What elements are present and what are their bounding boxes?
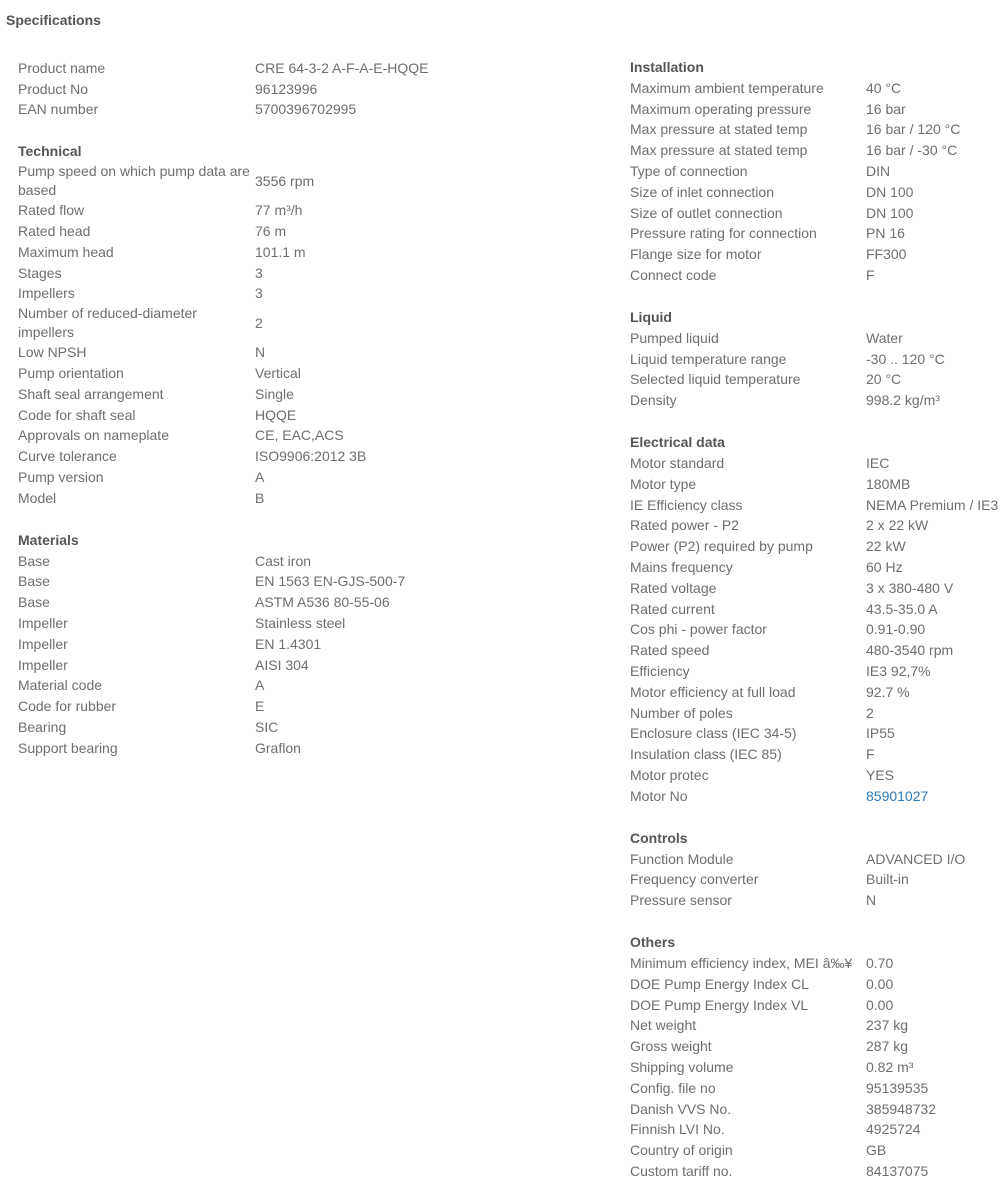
spec-value: IP55 [866,725,895,742]
spec-value: F [866,267,875,284]
installation-rows [630,78,1002,286]
section-gap [630,286,1002,307]
spec-label: Code for shaft seal [18,406,136,423]
spec-value: ISO9906:2012 3B [255,448,367,465]
spec-row [630,328,1002,349]
spec-row [630,786,1002,807]
spec-value: 43.5-35.0 A [866,600,938,617]
spec-value: NEMA Premium / IE3 [866,496,999,513]
spec-value: 3 [255,264,263,281]
spec-row [630,140,1002,161]
spec-row [18,738,518,759]
spec-label: Enclosure class (IEC 34-5) [630,725,797,742]
section-gap [18,509,518,530]
spec-row [18,304,518,342]
spec-value: Graflon [255,739,301,756]
spec-row [18,696,518,717]
spec-row [630,99,1002,120]
spec-value: 2 [255,314,263,331]
spec-value: Cast iron [255,552,312,569]
spec-label: Function Module [630,850,734,867]
section-title: Controls [630,829,688,846]
spec-label: Motor standard [630,455,725,472]
spec-row [630,1099,1002,1120]
spec-value: B [255,489,265,506]
spec-value: 0.00 [866,996,894,1013]
spec-value: ADVANCED I/O [866,850,966,867]
spec-row [630,620,1002,641]
spec-label: Motor protec [630,767,709,783]
spec-row [18,100,518,121]
spec-value: 2 [866,704,874,721]
spec-label: Curve tolerance [18,448,117,465]
spec-row [18,717,518,738]
spec-value: 16 bar / -30 °C [866,142,958,159]
spec-value: A [255,469,265,486]
spec-label: Impellers [18,285,75,302]
section-title: Liquid [630,308,672,325]
spec-label: Maximum ambient temperature [630,79,824,96]
spec-label: Low NPSH [18,344,87,361]
spec-value: 2 x 22 kW [866,517,929,534]
spec-value: 40 °C [866,79,902,96]
spec-label: Rated head [18,223,91,240]
spec-label: Impeller [18,635,68,652]
installation-section [630,57,1002,286]
spec-label: Mains frequency [630,559,733,576]
left-column [18,58,518,759]
spec-row [630,1078,1002,1099]
spec-label: Insulation class (IEC 85) [630,746,782,763]
spec-value: CRE 64-3-2 A-F-A-E-HQQE [255,59,429,76]
spec-value: IE3 92,7% [866,663,931,680]
spec-label: Liquid temperature range [630,350,787,367]
technical-section [18,141,518,508]
spec-label: Max pressure at stated temp [630,142,808,159]
liquid-rows [630,328,1002,411]
spec-value: 3 [255,285,263,302]
spec-row [630,1036,1002,1057]
spec-label: Support bearing [18,739,118,756]
spec-value: Vertical [255,365,301,382]
spec-row [18,79,518,100]
spec-row [630,849,1002,870]
spec-row [18,342,518,363]
spec-value: Water [866,329,903,346]
spec-value: 77 m³/h [255,202,303,219]
spec-label: Number of poles [630,704,733,721]
section-title: Technical [18,143,82,160]
spec-label: Rated current [630,600,715,617]
others-rows [630,953,1002,1182]
spec-value: 92.7 % [866,683,910,700]
spec-label: Model [18,489,57,506]
spec-value: 3 x 380-480 V [866,579,954,596]
spec-label: Custom tariff no. [630,1162,733,1179]
spec-label: Code for rubber [18,698,117,715]
spec-value: 480-3540 rpm [866,642,954,659]
spec-row [18,200,518,221]
spec-label: EAN number [18,101,99,118]
spec-row [18,592,518,613]
spec-label: Rated power - P2 [630,517,739,534]
spec-row [630,703,1002,724]
electrical-section [630,432,1002,807]
liquid-section [630,307,1002,411]
spec-label: Base [18,552,50,569]
spec-label: DOE Pump Energy Index VL [630,996,809,1013]
spec-value: -30 .. 120 °C [866,350,945,367]
spec-value: E [255,698,265,715]
spec-label: Number of reduced-diameter impellers [18,305,197,341]
spec-row [630,1140,1002,1161]
spec-row [630,661,1002,682]
spec-row [630,453,1002,474]
spec-row [630,765,1002,786]
materials-section [18,530,518,759]
spec-value: DN 100 [866,204,914,221]
spec-value: ASTM A536 80-55-06 [255,594,390,611]
spec-value: HQQE [255,406,297,423]
spec-label: Danish VVS No. [630,1100,732,1117]
spec-value: 0.00 [866,975,894,992]
electrical-rows [630,453,1002,807]
spec-label: Product name [18,59,106,76]
spec-label: Pressure rating for connection [630,225,817,242]
spec-value: GB [866,1142,887,1159]
spec-value: N [866,892,877,909]
spec-value: 16 bar [866,100,906,117]
spec-value: 180MB [866,475,911,492]
spec-value: 4925724 [866,1121,921,1138]
spec-row [630,161,1002,182]
spec-row [630,370,1002,391]
spec-label: Impeller [18,615,68,632]
spec-label: Stages [18,264,62,281]
spec-value: CE, EAC,ACS [255,427,344,444]
spec-row [630,265,1002,286]
spec-value: 5700396702995 [255,101,357,118]
spec-label: Size of inlet connection [630,183,774,200]
spec-row [18,263,518,284]
spec-row [18,405,518,426]
spec-row [18,446,518,467]
spec-value: EN 1.4301 [255,635,322,652]
spec-value: 0.91-0.90 [866,621,926,638]
spec-label: Motor type [630,475,697,492]
spec-row [18,242,518,263]
spec-row [630,1057,1002,1078]
spec-row [630,640,1002,661]
spec-value: A [255,677,265,694]
spec-label: Cos phi - power factor [630,621,767,638]
spec-label: Finnish LVI No. [630,1121,725,1138]
spec-value: PN 16 [866,225,905,242]
spec-value: 20 °C [866,371,902,388]
spec-row [630,974,1002,995]
spec-label: Product No [18,80,89,97]
spec-row [18,572,518,593]
spec-label: Motor efficiency at full load [630,683,796,700]
spec-row [18,655,518,676]
spec-value: SIC [255,719,279,736]
spec-value: Single [255,385,294,402]
spec-label: IE Efficiency class [630,496,743,513]
spec-label: Max pressure at stated temp [630,121,808,138]
spec-label: Pressure sensor [630,892,732,909]
spec-value: AISI 304 [255,656,309,673]
spec-value: Built-in [866,871,909,888]
spec-label: Type of connection [630,163,748,180]
spec-row [630,203,1002,224]
spec-value: 95139535 [866,1079,929,1096]
spec-label: Rated voltage [630,579,717,596]
spec-value: DN 100 [866,183,914,200]
spec-row [630,390,1002,411]
spec-label: Pump version [18,469,104,486]
spec-label: Size of outlet connection [630,204,783,221]
spec-row [630,995,1002,1016]
spec-value: Stainless steel [255,615,346,632]
spec-value: 287 kg [866,1038,909,1055]
spec-label: Maximum operating pressure [630,100,812,117]
spec-label: Shipping volume [630,1058,734,1075]
spec-label: Country of origin [630,1142,733,1159]
spec-label: Impeller [18,656,68,673]
spec-row [630,953,1002,974]
spec-row [18,467,518,488]
spec-row [18,551,518,572]
section-gap [18,120,518,141]
spec-label: Config. file no [630,1079,716,1096]
spec-label: Material code [18,677,103,694]
spec-label: Pump speed on which pump data are based [18,163,250,199]
spec-value: FF300 [866,246,907,263]
spec-value: 84137075 [866,1162,929,1179]
spec-label: Flange size for motor [630,246,762,263]
spec-label: Net weight [630,1017,697,1034]
spec-row [630,890,1002,911]
spec-value: 3556 rpm [255,172,315,189]
spec-value: DIN [866,163,891,180]
spec-value: 0.70 [866,954,894,971]
spec-row [18,634,518,655]
spec-label: Minimum efficiency index, MEI â‰¥ [630,954,853,971]
general-section [18,58,518,120]
spec-value: 998.2 kg/m³ [866,392,940,409]
spec-row [630,244,1002,265]
spec-label: Rated speed [630,642,710,659]
spec-value: 76 m [255,223,287,240]
spec-row [630,495,1002,516]
spec-row [630,1015,1002,1036]
spec-row [630,78,1002,99]
spec-row [630,578,1002,599]
spec-row [18,613,518,634]
spec-value: YES [866,767,895,783]
materials-rows [18,551,518,759]
spec-row [630,599,1002,620]
spec-row [18,676,518,697]
spec-row [630,120,1002,141]
spec-label: Pumped liquid [630,329,719,346]
spec-value: 385948732 [866,1100,937,1117]
section-gap [630,807,1002,828]
spec-row [630,1119,1002,1140]
section-title: Installation [630,59,704,75]
others-section [630,932,1002,1182]
spec-label: Frequency converter [630,871,759,888]
spec-row [630,224,1002,245]
spec-label: Density [630,392,677,409]
section-title: Electrical data [630,434,725,451]
spec-label: Power (P2) required by pump [630,538,813,555]
spec-value: 60 Hz [866,559,903,576]
spec-label: Rated flow [18,202,85,219]
spec-row [18,488,518,509]
spec-row [18,363,518,384]
spec-label: Bearing [18,719,67,736]
spec-row [630,349,1002,370]
spec-row [18,221,518,242]
spec-row [18,58,518,79]
spec-value: F [866,746,875,763]
spec-value: N [255,344,266,361]
spec-label: Maximum head [18,243,114,260]
spec-row [630,557,1002,578]
spec-label: Pump orientation [18,365,124,382]
spec-row [630,724,1002,745]
spec-row [630,744,1002,765]
spec-row [630,870,1002,891]
spec-row [630,536,1002,557]
controls-section [630,828,1002,911]
page-title: Specifications [6,12,101,28]
spec-row [630,516,1002,537]
spec-row [630,474,1002,495]
spec-label: Approvals on nameplate [18,427,169,444]
spec-label: Base [18,573,50,590]
spec-value: 101.1 m [255,243,306,260]
spec-label: Gross weight [630,1038,712,1055]
spec-value: 16 bar / 120 °C [866,121,961,138]
spec-value: 22 kW [866,538,906,555]
spec-row [630,1161,1002,1182]
section-title: Materials [18,531,79,548]
spec-row [18,426,518,447]
spec-row [18,284,518,305]
spec-label: Base [18,594,50,611]
section-gap [630,911,1002,932]
controls-rows [630,849,1002,911]
spec-row [630,682,1002,703]
spec-label: DOE Pump Energy Index CL [630,975,809,992]
section-title: Others [630,934,676,951]
technical-rows [18,162,518,508]
spec-label: Connect code [630,267,717,284]
spec-row [18,384,518,405]
spec-value: 0.82 m³ [866,1058,914,1075]
spec-label: Shaft seal arrangement [18,385,164,402]
spec-value: 96123996 [255,80,318,97]
spec-label: Efficiency [630,663,690,680]
section-gap [630,411,1002,432]
spec-value: IEC [866,455,890,472]
spec-value-link[interactable]: 85901027 [866,787,929,804]
spec-value: EN 1563 EN-GJS-500-7 [255,573,406,590]
right-column [630,57,1002,1182]
spec-label: Motor No [630,787,688,804]
spec-label: Selected liquid temperature [630,371,801,388]
spec-value: 237 kg [866,1017,909,1034]
spec-row [630,182,1002,203]
spec-row [18,162,518,200]
